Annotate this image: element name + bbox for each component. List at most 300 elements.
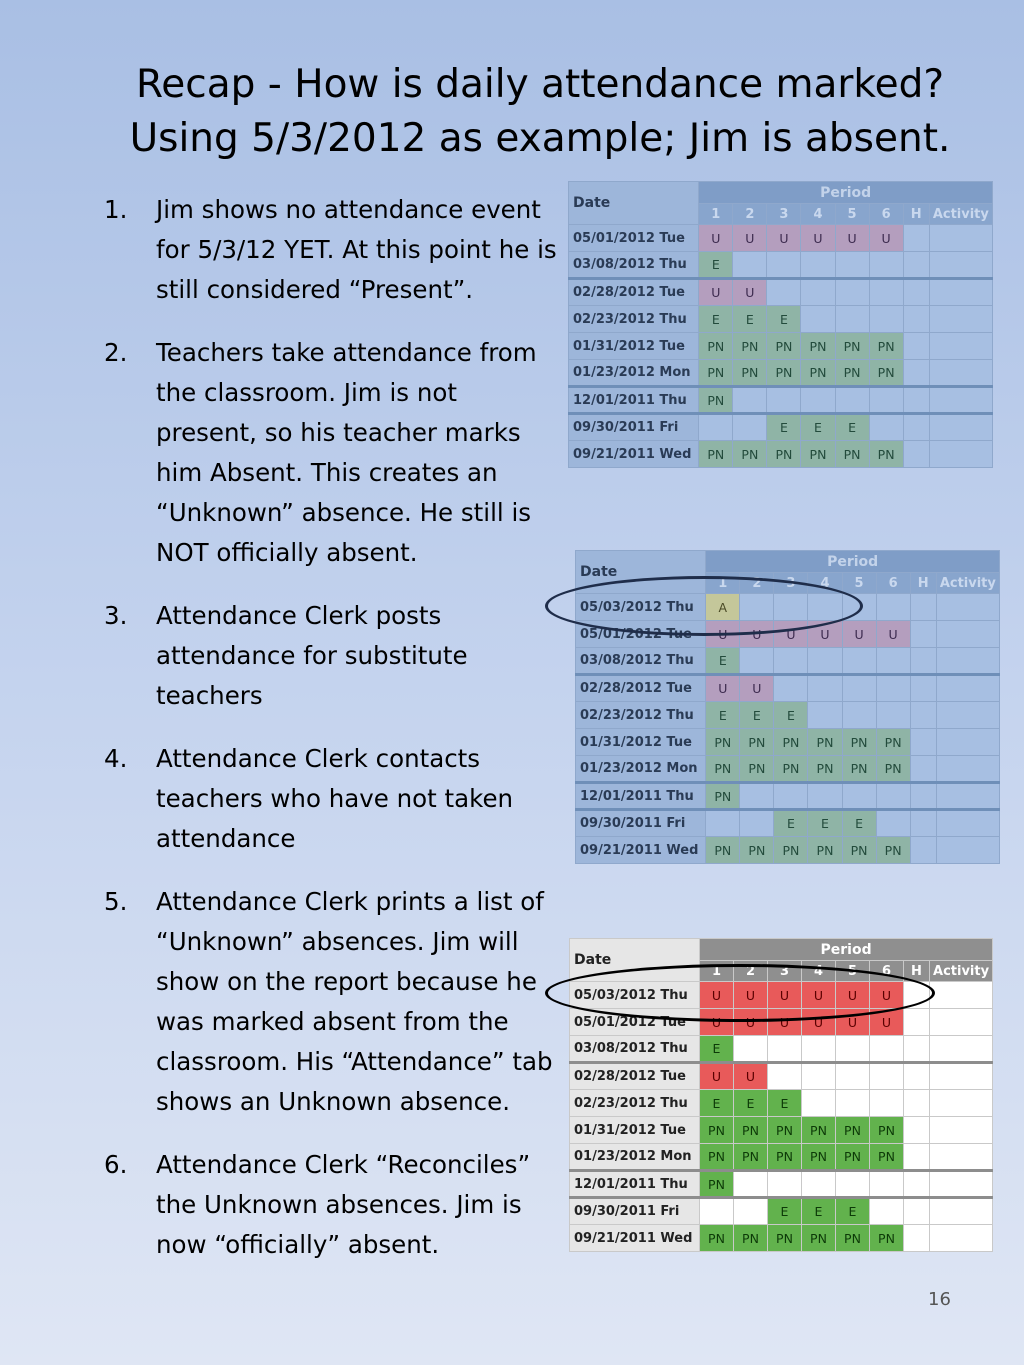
attendance-code-cell (869, 414, 903, 441)
attendance-code-cell (930, 1171, 993, 1198)
attendance-code-cell: PN (733, 441, 767, 468)
attendance-code-cell (842, 783, 876, 810)
attendance-code-cell: PN (700, 1225, 734, 1252)
attendance-code-cell (835, 252, 869, 279)
row-date: 12/01/2011 Thu (570, 1171, 700, 1198)
attendance-code-cell (734, 1036, 768, 1063)
period-column-label: 3 (767, 204, 801, 225)
attendance-row (576, 729, 1000, 756)
attendance-row (570, 1171, 993, 1198)
attendance-code-cell (740, 810, 774, 837)
attendance-table-before (568, 181, 993, 468)
attendance-code-cell (910, 756, 936, 783)
title-line-2: Using 5/3/2012 as example; Jim is absent. (129, 116, 951, 161)
header-row (569, 182, 993, 204)
attendance-code-cell (904, 1117, 930, 1144)
attendance-code-cell (904, 1090, 930, 1117)
attendance-code-cell (936, 756, 999, 783)
attendance-code-cell (801, 387, 835, 414)
attendance-code-cell: PN (869, 441, 903, 468)
attendance-code-cell: E (740, 702, 774, 729)
attendance-code-cell: E (706, 702, 740, 729)
period-column-label: 2 (733, 204, 767, 225)
attendance-row (569, 306, 993, 333)
attendance-code-cell: PN (842, 837, 876, 864)
period-column-label: 1 (706, 573, 740, 594)
attendance-code-cell (910, 594, 936, 621)
attendance-row (569, 279, 993, 306)
period-column-label: H (910, 573, 936, 594)
attendance-code-cell: PN (801, 333, 835, 360)
attendance-code-cell (842, 648, 876, 675)
attendance-code-cell: PN (699, 333, 733, 360)
row-date: 02/28/2012 Tue (570, 1063, 700, 1090)
row-date: 05/03/2012 Thu (570, 982, 700, 1009)
step-number: 3. (104, 601, 128, 630)
attendance-row (569, 360, 993, 387)
attendance-code-cell (767, 279, 801, 306)
attendance-row (569, 252, 993, 279)
attendance-row (576, 837, 1000, 864)
attendance-code-cell: U (802, 982, 836, 1009)
attendance-code-cell: U (706, 675, 740, 702)
period-column-label: Activity (936, 573, 999, 594)
attendance-code-cell: E (700, 1036, 734, 1063)
attendance-code-cell (869, 252, 903, 279)
attendance-code-cell (910, 621, 936, 648)
attendance-code-cell (870, 1036, 904, 1063)
attendance-code-cell: PN (700, 1171, 734, 1198)
attendance-code-cell (904, 1225, 930, 1252)
attendance-code-cell (870, 1198, 904, 1225)
attendance-code-cell: E (768, 1198, 802, 1225)
attendance-code-cell: E (802, 1198, 836, 1225)
attendance-code-cell (904, 1063, 930, 1090)
attendance-code-cell: PN (801, 360, 835, 387)
attendance-code-cell: PN (842, 729, 876, 756)
attendance-code-cell (774, 783, 808, 810)
step-text: Jim shows no attendance event for 5/3/12 YET. At this point he is still considered “Present”. (156, 195, 557, 304)
attendance-code-cell (842, 675, 876, 702)
attendance-code-cell (903, 252, 929, 279)
attendance-row (570, 1198, 993, 1225)
header-row (570, 939, 993, 961)
header-row (576, 551, 1000, 573)
attendance-code-cell: U (740, 675, 774, 702)
attendance-code-cell: PN (699, 360, 733, 387)
date-column-header: Date (576, 551, 706, 594)
row-date: 09/30/2011 Fri (576, 810, 706, 837)
attendance-code-cell (876, 783, 910, 810)
attendance-code-cell: PN (768, 1117, 802, 1144)
attendance-code-cell: PN (700, 1144, 734, 1171)
period-column-header: Period (699, 182, 993, 204)
attendance-code-cell: PN (740, 756, 774, 783)
period-column-label: 6 (870, 961, 904, 982)
attendance-code-cell (808, 675, 842, 702)
attendance-code-cell (836, 1090, 870, 1117)
attendance-code-cell (836, 1036, 870, 1063)
attendance-code-cell: U (740, 621, 774, 648)
attendance-code-cell: E (801, 414, 835, 441)
attendance-code-cell: PN (835, 333, 869, 360)
attendance-code-cell: PN (802, 1117, 836, 1144)
attendance-code-cell: PN (733, 360, 767, 387)
attendance-code-cell: PN (835, 441, 869, 468)
attendance-code-cell (835, 306, 869, 333)
attendance-row (576, 702, 1000, 729)
row-date: 01/31/2012 Tue (576, 729, 706, 756)
attendance-code-cell: U (768, 1009, 802, 1036)
attendance-code-cell: PN (870, 1117, 904, 1144)
attendance-code-cell: PN (734, 1117, 768, 1144)
attendance-code-cell (910, 675, 936, 702)
attendance-row (569, 387, 993, 414)
row-date: 01/31/2012 Tue (569, 333, 699, 360)
attendance-code-cell: U (700, 982, 734, 1009)
attendance-code-cell (842, 702, 876, 729)
attendance-code-cell: E (706, 648, 740, 675)
attendance-code-cell (930, 1009, 993, 1036)
row-date: 01/23/2012 Mon (569, 360, 699, 387)
step-item (104, 190, 566, 310)
period-column-label: 2 (740, 573, 774, 594)
attendance-code-cell (910, 810, 936, 837)
attendance-code-cell: U (802, 1009, 836, 1036)
attendance-code-cell: PN (836, 1144, 870, 1171)
row-date: 05/01/2012 Tue (569, 225, 699, 252)
period-column-label: 1 (700, 961, 734, 982)
attendance-code-cell (929, 306, 992, 333)
attendance-code-cell: PN (706, 729, 740, 756)
attendance-code-cell (835, 387, 869, 414)
attendance-code-cell (700, 1198, 734, 1225)
period-column-label: Activity (930, 961, 993, 982)
attendance-code-cell: E (835, 414, 869, 441)
attendance-code-cell (929, 252, 992, 279)
attendance-code-cell: E (699, 306, 733, 333)
attendance-code-cell (903, 306, 929, 333)
period-column-label: 6 (869, 204, 903, 225)
attendance-code-cell (936, 783, 999, 810)
step-item (104, 882, 566, 1122)
row-date: 03/08/2012 Thu (576, 648, 706, 675)
attendance-code-cell: PN (700, 1117, 734, 1144)
attendance-row (570, 1225, 993, 1252)
step-text: Attendance Clerk contacts teachers who have not taken attendance (156, 744, 514, 853)
attendance-code-cell: PN (835, 360, 869, 387)
attendance-code-cell: U (700, 1063, 734, 1090)
attendance-code-cell (936, 837, 999, 864)
attendance-code-cell: PN (733, 333, 767, 360)
row-date: 02/28/2012 Tue (576, 675, 706, 702)
attendance-row (576, 675, 1000, 702)
attendance-code-cell (930, 1036, 993, 1063)
row-date: 05/01/2012 Tue (576, 621, 706, 648)
attendance-code-cell (904, 1198, 930, 1225)
attendance-code-cell: U (733, 279, 767, 306)
attendance-row (570, 1063, 993, 1090)
period-column-label: 2 (734, 961, 768, 982)
attendance-code-cell (767, 387, 801, 414)
attendance-code-cell: PN (734, 1144, 768, 1171)
step-number: 4. (104, 744, 128, 773)
row-date: 12/01/2011 Thu (576, 783, 706, 810)
attendance-code-cell (930, 1144, 993, 1171)
period-column-label: 4 (802, 961, 836, 982)
period-column-label: 5 (842, 573, 876, 594)
attendance-code-cell (904, 1036, 930, 1063)
row-date: 09/30/2011 Fri (570, 1198, 700, 1225)
attendance-code-cell (733, 414, 767, 441)
attendance-code-cell (929, 441, 992, 468)
row-date: 02/23/2012 Thu (576, 702, 706, 729)
step-number: 2. (104, 338, 128, 367)
attendance-row (570, 1090, 993, 1117)
attendance-code-cell: PN (699, 441, 733, 468)
attendance-code-cell: PN (808, 756, 842, 783)
attendance-code-cell: PN (740, 837, 774, 864)
step-text: Attendance Clerk prints a list of “Unknown” absences. Jim will show on the report because he was marked absent from the classroom. His “Attendance” tab shows an Unknown absence. (156, 887, 553, 1116)
attendance-code-cell (910, 783, 936, 810)
attendance-code-cell: E (768, 1090, 802, 1117)
attendance-code-cell: E (767, 306, 801, 333)
attendance-code-cell (774, 675, 808, 702)
attendance-code-cell: PN (774, 756, 808, 783)
attendance-row (576, 648, 1000, 675)
attendance-code-cell: PN (768, 1144, 802, 1171)
attendance-code-cell (808, 648, 842, 675)
attendance-code-cell (733, 387, 767, 414)
step-text: Attendance Clerk “Reconciles” the Unknown absences. Jim is now “officially” absent. (156, 1150, 531, 1259)
step-number: 1. (104, 195, 128, 224)
attendance-code-cell (802, 1063, 836, 1090)
attendance-code-cell (768, 1063, 802, 1090)
attendance-code-cell: PN (767, 441, 801, 468)
attendance-code-cell: U (767, 225, 801, 252)
title-line-1: Recap - How is daily attendance marked? (135, 62, 945, 107)
attendance-code-cell: PN (869, 360, 903, 387)
attendance-code-cell: A (706, 594, 740, 621)
row-date: 03/08/2012 Thu (570, 1036, 700, 1063)
attendance-code-cell: PN (768, 1225, 802, 1252)
period-column-label: 3 (768, 961, 802, 982)
attendance-code-cell (774, 648, 808, 675)
attendance-code-cell (835, 279, 869, 306)
date-column-header: Date (569, 182, 699, 225)
attendance-code-cell: E (774, 810, 808, 837)
attendance-code-cell: U (699, 279, 733, 306)
attendance-code-cell (936, 621, 999, 648)
attendance-code-cell: U (734, 1063, 768, 1090)
date-column-header: Date (570, 939, 700, 982)
attendance-code-cell: E (767, 414, 801, 441)
attendance-code-cell (767, 252, 801, 279)
attendance-code-cell (910, 648, 936, 675)
attendance-code-cell: E (734, 1090, 768, 1117)
attendance-code-cell: U (734, 1009, 768, 1036)
step-item (104, 596, 566, 716)
attendance-code-cell: U (768, 982, 802, 1009)
attendance-code-cell: PN (706, 783, 740, 810)
attendance-code-cell (876, 702, 910, 729)
attendance-code-cell: E (836, 1198, 870, 1225)
attendance-row (569, 441, 993, 468)
attendance-code-cell (903, 279, 929, 306)
attendance-code-cell (929, 387, 992, 414)
attendance-code-cell: PN (774, 729, 808, 756)
attendance-code-cell: PN (876, 756, 910, 783)
attendance-code-cell (904, 1009, 930, 1036)
attendance-code-cell (801, 306, 835, 333)
row-date: 01/23/2012 Mon (570, 1144, 700, 1171)
attendance-code-cell (930, 1225, 993, 1252)
row-date: 02/28/2012 Tue (569, 279, 699, 306)
attendance-code-cell (903, 441, 929, 468)
attendance-code-cell: E (733, 306, 767, 333)
attendance-code-cell (936, 702, 999, 729)
attendance-code-cell (929, 360, 992, 387)
attendance-code-cell (706, 810, 740, 837)
attendance-row (569, 414, 993, 441)
attendance-code-cell: U (842, 621, 876, 648)
attendance-code-cell (734, 1198, 768, 1225)
attendance-code-cell (802, 1171, 836, 1198)
attendance-code-cell (733, 252, 767, 279)
row-date: 02/23/2012 Thu (570, 1090, 700, 1117)
attendance-code-cell (929, 279, 992, 306)
attendance-code-cell (910, 702, 936, 729)
attendance-code-cell: PN (876, 729, 910, 756)
attendance-code-cell: PN (802, 1225, 836, 1252)
period-column-label: 4 (801, 204, 835, 225)
period-column-label: 1 (699, 204, 733, 225)
row-date: 05/03/2012 Thu (576, 594, 706, 621)
attendance-code-cell: U (835, 225, 869, 252)
step-number: 6. (104, 1150, 128, 1179)
row-date: 05/01/2012 Tue (570, 1009, 700, 1036)
attendance-code-cell (903, 333, 929, 360)
period-column-header: Period (700, 939, 993, 961)
attendance-code-cell (929, 333, 992, 360)
period-column-label: 6 (876, 573, 910, 594)
period-column-label: 5 (836, 961, 870, 982)
attendance-code-cell (876, 675, 910, 702)
attendance-row (576, 756, 1000, 783)
attendance-code-cell (936, 810, 999, 837)
period-column-header: Period (706, 551, 1000, 573)
row-date: 09/30/2011 Fri (569, 414, 699, 441)
highlight-ellipse-reconciled (545, 964, 935, 1022)
attendance-code-cell (930, 1117, 993, 1144)
attendance-code-cell: PN (706, 756, 740, 783)
attendance-code-cell (870, 1090, 904, 1117)
row-date: 02/23/2012 Thu (569, 306, 699, 333)
attendance-code-cell (801, 279, 835, 306)
attendance-code-cell: PN (808, 729, 842, 756)
row-date: 01/31/2012 Tue (570, 1117, 700, 1144)
attendance-code-cell: PN (842, 756, 876, 783)
attendance-code-cell: PN (802, 1144, 836, 1171)
attendance-code-cell (802, 1090, 836, 1117)
slide-title (60, 58, 1020, 166)
attendance-code-cell (801, 252, 835, 279)
attendance-code-cell: U (700, 1009, 734, 1036)
attendance-code-cell: U (699, 225, 733, 252)
attendance-code-cell (910, 729, 936, 756)
attendance-code-cell: U (836, 982, 870, 1009)
attendance-code-cell (870, 1063, 904, 1090)
attendance-code-cell (768, 1036, 802, 1063)
attendance-code-cell: PN (870, 1225, 904, 1252)
attendance-code-cell (936, 648, 999, 675)
attendance-code-cell (870, 1171, 904, 1198)
attendance-code-cell: U (836, 1009, 870, 1036)
attendance-code-cell (876, 648, 910, 675)
period-column-label: H (904, 961, 930, 982)
attendance-code-cell: U (733, 225, 767, 252)
row-date: 09/21/2011 Wed (569, 441, 699, 468)
row-date: 01/23/2012 Mon (576, 756, 706, 783)
attendance-code-cell: PN (808, 837, 842, 864)
attendance-code-cell (930, 1063, 993, 1090)
attendance-code-cell (929, 225, 992, 252)
attendance-code-cell (699, 414, 733, 441)
attendance-code-cell (808, 783, 842, 810)
attendance-code-cell (734, 1171, 768, 1198)
period-column-label: 5 (835, 204, 869, 225)
row-date: 12/01/2011 Thu (569, 387, 699, 414)
attendance-code-cell: U (774, 621, 808, 648)
step-item (104, 1145, 566, 1265)
attendance-code-cell: PN (876, 837, 910, 864)
attendance-code-cell: PN (836, 1225, 870, 1252)
step-text: Attendance Clerk posts attendance for substitute teachers (156, 601, 468, 710)
attendance-code-cell: U (876, 621, 910, 648)
attendance-code-cell (808, 702, 842, 729)
attendance-code-cell (936, 675, 999, 702)
attendance-code-cell: PN (699, 387, 733, 414)
step-text: Teachers take attendance from the classroom. Jim is not present, so his teacher marks him Absent. This creates an “Unknown” absence. He still is NOT officially absent. (156, 338, 537, 567)
row-date: 03/08/2012 Thu (569, 252, 699, 279)
attendance-code-cell (930, 1090, 993, 1117)
steps-list (104, 190, 566, 1288)
attendance-row (570, 1144, 993, 1171)
attendance-code-cell (936, 594, 999, 621)
step-number: 5. (104, 887, 128, 916)
attendance-row (569, 333, 993, 360)
attendance-code-cell: E (700, 1090, 734, 1117)
step-item (104, 333, 566, 573)
attendance-row (570, 1036, 993, 1063)
period-column-label: 3 (774, 573, 808, 594)
attendance-code-cell: U (869, 225, 903, 252)
attendance-code-cell: PN (740, 729, 774, 756)
attendance-code-cell (903, 387, 929, 414)
attendance-code-cell: E (842, 810, 876, 837)
attendance-code-cell: PN (870, 1144, 904, 1171)
attendance-code-cell: U (734, 982, 768, 1009)
attendance-code-cell (876, 594, 910, 621)
period-column-label: Activity (929, 204, 992, 225)
attendance-code-cell: U (870, 982, 904, 1009)
attendance-code-cell (903, 414, 929, 441)
attendance-code-cell: PN (774, 837, 808, 864)
attendance-code-cell: PN (801, 441, 835, 468)
attendance-code-cell (869, 387, 903, 414)
step-item (104, 739, 566, 859)
attendance-code-cell: PN (836, 1117, 870, 1144)
